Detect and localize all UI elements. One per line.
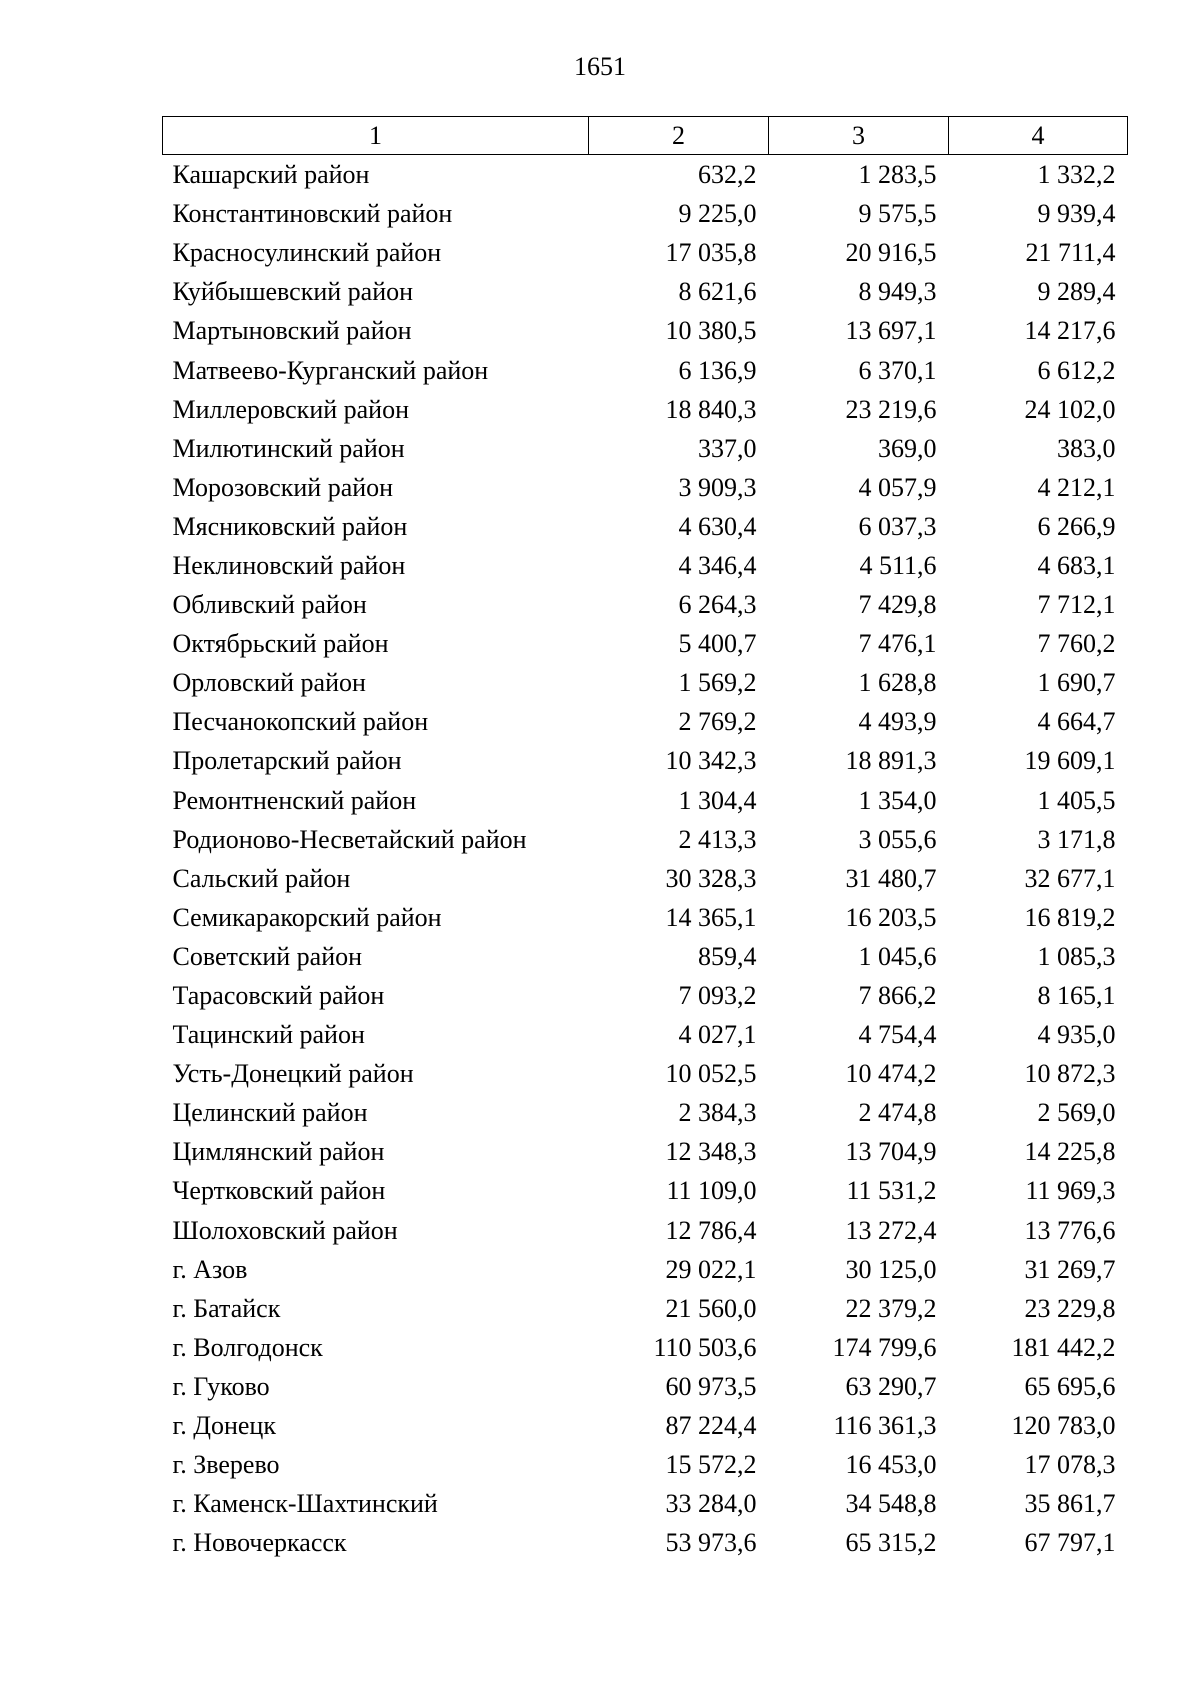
region-name: Матвеево-Курганский район: [172, 355, 489, 385]
value-col-2: 87 224,4: [665, 1411, 757, 1441]
value-col-2: 1 569,2: [678, 668, 757, 698]
value-col-3: 4 057,9: [858, 472, 937, 502]
header-col-2: 2: [589, 117, 769, 155]
value-col-3: 2 474,8: [858, 1098, 937, 1128]
value-col-2: 60 973,5: [665, 1371, 757, 1401]
region-name: Песчанокопский район: [172, 707, 429, 737]
value-col-2: 2 384,3: [678, 1098, 757, 1128]
value-col-3: 369,0: [878, 433, 937, 463]
value-col-4: 13 776,6: [1024, 1215, 1116, 1245]
region-name: Чертковский район: [172, 1176, 386, 1206]
value-col-3: 1 354,0: [858, 785, 937, 815]
region-name: г. Зверево: [172, 1450, 280, 1480]
value-col-2: 859,4: [698, 941, 757, 971]
value-col-4: 65 695,6: [1024, 1371, 1116, 1401]
value-col-3: 6 370,1: [858, 355, 937, 385]
value-col-3: 1 628,8: [858, 668, 937, 698]
value-col-3: 4 754,4: [858, 1020, 937, 1050]
value-col-4: 383,0: [1057, 433, 1116, 463]
value-col-2: 7 093,2: [678, 981, 757, 1011]
region-name: Ремонтненский район: [172, 785, 417, 815]
table-row: [163, 898, 1128, 937]
value-col-3: 16 203,5: [845, 902, 937, 932]
region-name: Октябрьский район: [172, 629, 389, 659]
table-body: [163, 155, 1128, 1563]
value-col-4: 4 212,1: [1037, 472, 1116, 502]
value-col-3: 1 045,6: [858, 941, 937, 971]
value-col-2: 4 630,4: [678, 511, 757, 541]
value-col-3: 13 704,9: [845, 1137, 937, 1167]
value-col-4: 120 783,0: [1011, 1411, 1116, 1441]
region-name: г. Батайск: [172, 1293, 281, 1323]
region-name: г. Каменск-Шахтинский: [172, 1489, 438, 1519]
value-col-3: 23 219,6: [845, 394, 937, 424]
value-col-4: 1 405,5: [1037, 785, 1116, 815]
value-col-3: 8 949,3: [858, 277, 937, 307]
table-row: [163, 155, 1128, 195]
value-col-4: 17 078,3: [1024, 1450, 1116, 1480]
region-name: Пролетарский район: [172, 746, 402, 776]
value-col-4: 181 442,2: [1011, 1332, 1116, 1362]
value-col-3: 34 548,8: [845, 1489, 937, 1519]
table-row: [163, 1367, 1128, 1406]
region-name: Сальский район: [172, 863, 351, 893]
table-row: [163, 1171, 1128, 1210]
page-number: 1651: [574, 52, 626, 81]
value-col-2: 15 572,2: [665, 1450, 757, 1480]
value-col-3: 16 453,0: [845, 1450, 937, 1480]
region-name: Орловский район: [172, 668, 366, 698]
value-col-4: 11 969,3: [1025, 1176, 1116, 1206]
table-row: [163, 976, 1128, 1015]
value-col-2: 8 621,6: [678, 277, 757, 307]
table-row: [163, 272, 1128, 311]
value-col-3: 9 575,5: [858, 199, 937, 229]
value-col-2: 2 769,2: [678, 707, 757, 737]
value-col-4: 6 266,9: [1037, 511, 1116, 541]
value-col-4: 8 165,1: [1037, 981, 1116, 1011]
value-col-4: 14 225,8: [1024, 1137, 1116, 1167]
table-row: [163, 1445, 1128, 1484]
region-name: Константиновский район: [172, 199, 453, 229]
table-row: [163, 1250, 1128, 1289]
table-row: [163, 585, 1128, 624]
value-col-2: 21 560,0: [665, 1293, 757, 1323]
value-col-3: 65 315,2: [845, 1528, 937, 1558]
value-col-2: 5 400,7: [678, 629, 757, 659]
value-col-2: 12 786,4: [665, 1215, 757, 1245]
value-col-3: 13 272,4: [845, 1215, 937, 1245]
header-col-3: 3: [769, 117, 949, 155]
value-col-4: 67 797,1: [1024, 1528, 1116, 1558]
value-col-2: 2 413,3: [678, 824, 757, 854]
value-col-4: 31 269,7: [1024, 1254, 1116, 1284]
region-name: Цимлянский район: [172, 1137, 385, 1167]
value-col-2: 18 840,3: [665, 394, 757, 424]
value-col-4: 7 712,1: [1037, 590, 1116, 620]
table-row: [163, 937, 1128, 976]
table-row: [163, 1484, 1128, 1523]
table-row: [163, 1406, 1128, 1445]
value-col-2: 1 304,4: [678, 785, 757, 815]
value-col-2: 6 264,3: [678, 590, 757, 620]
value-col-4: 14 217,6: [1024, 316, 1116, 346]
value-col-4: 16 819,2: [1024, 902, 1116, 932]
value-col-2: 4 027,1: [678, 1020, 757, 1050]
table-row: [163, 311, 1128, 350]
value-col-3: 22 379,2: [845, 1293, 937, 1323]
value-col-2: 6 136,9: [678, 355, 757, 385]
table-row: [163, 820, 1128, 859]
table-header: [163, 117, 1128, 155]
region-name: Кашарский район: [172, 160, 370, 190]
table-row: [163, 1054, 1128, 1093]
region-name: Тацинский район: [172, 1020, 365, 1050]
value-col-2: 9 225,0: [678, 199, 757, 229]
value-col-4: 35 861,7: [1024, 1489, 1116, 1519]
value-col-4: 9 939,4: [1037, 199, 1116, 229]
value-col-4: 2 569,0: [1037, 1098, 1116, 1128]
value-col-4: 4 683,1: [1037, 550, 1116, 580]
table-row: [163, 429, 1128, 468]
table-row: [163, 1523, 1128, 1562]
value-col-2: 30 328,3: [665, 863, 757, 893]
value-col-3: 3 055,6: [858, 824, 937, 854]
value-col-3: 13 697,1: [845, 316, 937, 346]
value-col-4: 24 102,0: [1024, 394, 1116, 424]
value-col-4: 1 332,2: [1037, 160, 1116, 190]
region-name: Миллеровский район: [172, 394, 410, 424]
region-name: Куйбышевский район: [172, 277, 414, 307]
value-col-2: 17 035,8: [665, 238, 757, 268]
table-row: [163, 507, 1128, 546]
table-row: [163, 741, 1128, 780]
value-col-3: 20 916,5: [845, 238, 937, 268]
value-col-2: 29 022,1: [665, 1254, 757, 1284]
value-col-4: 1 085,3: [1037, 941, 1116, 971]
table-row: [163, 624, 1128, 663]
value-col-2: 14 365,1: [665, 902, 757, 932]
value-col-2: 632,2: [698, 160, 757, 190]
value-col-3: 11 531,2: [846, 1176, 937, 1206]
table-row: [163, 781, 1128, 820]
value-col-3: 10 474,2: [845, 1059, 937, 1089]
region-name: Усть-Донецкий район: [172, 1059, 414, 1089]
value-col-2: 33 284,0: [665, 1489, 757, 1519]
region-name: Семикаракорский район: [172, 902, 442, 932]
value-col-3: 4 493,9: [858, 707, 937, 737]
value-col-4: 21 711,4: [1025, 238, 1116, 268]
table-row: [163, 1289, 1128, 1328]
value-col-3: 116 361,3: [833, 1411, 937, 1441]
value-col-4: 19 609,1: [1024, 746, 1116, 776]
region-name: Мясниковский район: [172, 511, 408, 541]
table-row: [163, 1328, 1128, 1367]
table-row: [163, 663, 1128, 702]
value-col-4: 9 289,4: [1037, 277, 1116, 307]
header-col-1: 1: [163, 117, 589, 155]
value-col-2: 110 503,6: [653, 1332, 757, 1362]
table-row: [163, 1211, 1128, 1250]
table-row: [163, 859, 1128, 898]
table-row: [163, 233, 1128, 272]
region-name: г. Азов: [172, 1254, 248, 1284]
region-name: Шолоховский район: [172, 1215, 398, 1245]
value-col-2: 53 973,6: [665, 1528, 757, 1558]
value-col-3: 63 290,7: [845, 1371, 937, 1401]
region-name: г. Новочеркасск: [172, 1528, 347, 1558]
value-col-3: 31 480,7: [845, 863, 937, 893]
region-name: Морозовский район: [172, 472, 394, 502]
table-row: [163, 194, 1128, 233]
value-col-4: 1 690,7: [1037, 668, 1116, 698]
value-col-3: 30 125,0: [845, 1254, 937, 1284]
region-name: г. Гуково: [172, 1371, 270, 1401]
value-col-2: 10 052,5: [665, 1059, 757, 1089]
region-name: Неклиновский район: [172, 550, 406, 580]
value-col-2: 10 380,5: [665, 316, 757, 346]
value-col-4: 6 612,2: [1037, 355, 1116, 385]
value-col-3: 7 429,8: [858, 590, 937, 620]
value-col-3: 7 866,2: [858, 981, 937, 1011]
value-col-4: 32 677,1: [1024, 863, 1116, 893]
table-row: [163, 468, 1128, 507]
header-col-4: 4: [949, 117, 1128, 155]
value-col-4: 23 229,8: [1024, 1293, 1116, 1323]
region-name: г. Волгодонск: [172, 1332, 323, 1362]
table-row: [163, 390, 1128, 429]
value-col-2: 11 109,0: [666, 1176, 757, 1206]
region-name: Советский район: [172, 941, 363, 971]
value-col-4: 10 872,3: [1024, 1059, 1116, 1089]
value-col-4: 7 760,2: [1037, 629, 1116, 659]
value-col-3: 4 511,6: [859, 550, 937, 580]
value-col-3: 18 891,3: [845, 746, 937, 776]
region-name: Красносулинский район: [172, 238, 442, 268]
region-name: г. Донецк: [172, 1411, 276, 1441]
value-col-3: 1 283,5: [858, 160, 937, 190]
value-col-4: 3 171,8: [1037, 824, 1116, 854]
value-col-2: 337,0: [698, 433, 757, 463]
table-row: [163, 1132, 1128, 1171]
region-name: Родионово-Несветайский район: [172, 824, 527, 854]
value-col-3: 174 799,6: [832, 1332, 937, 1362]
table-row: [163, 350, 1128, 389]
table-row: [163, 702, 1128, 741]
region-name: Милютинский район: [172, 433, 405, 463]
table-row: [163, 1015, 1128, 1054]
value-col-4: 4 664,7: [1037, 707, 1116, 737]
header-row: [163, 117, 1128, 155]
value-col-3: 6 037,3: [858, 511, 937, 541]
value-col-3: 7 476,1: [858, 629, 937, 659]
region-name: Мартыновский район: [172, 316, 412, 346]
value-col-2: 10 342,3: [665, 746, 757, 776]
table-row: [163, 1093, 1128, 1132]
region-name: Тарасовский район: [172, 981, 385, 1011]
region-name: Обливский район: [172, 590, 367, 620]
region-name: Целинский район: [172, 1098, 368, 1128]
data-table: [162, 116, 1128, 1562]
value-col-2: 12 348,3: [665, 1137, 757, 1167]
table-row: [163, 546, 1128, 585]
value-col-4: 4 935,0: [1037, 1020, 1116, 1050]
value-col-2: 4 346,4: [678, 550, 757, 580]
value-col-2: 3 909,3: [678, 472, 757, 502]
